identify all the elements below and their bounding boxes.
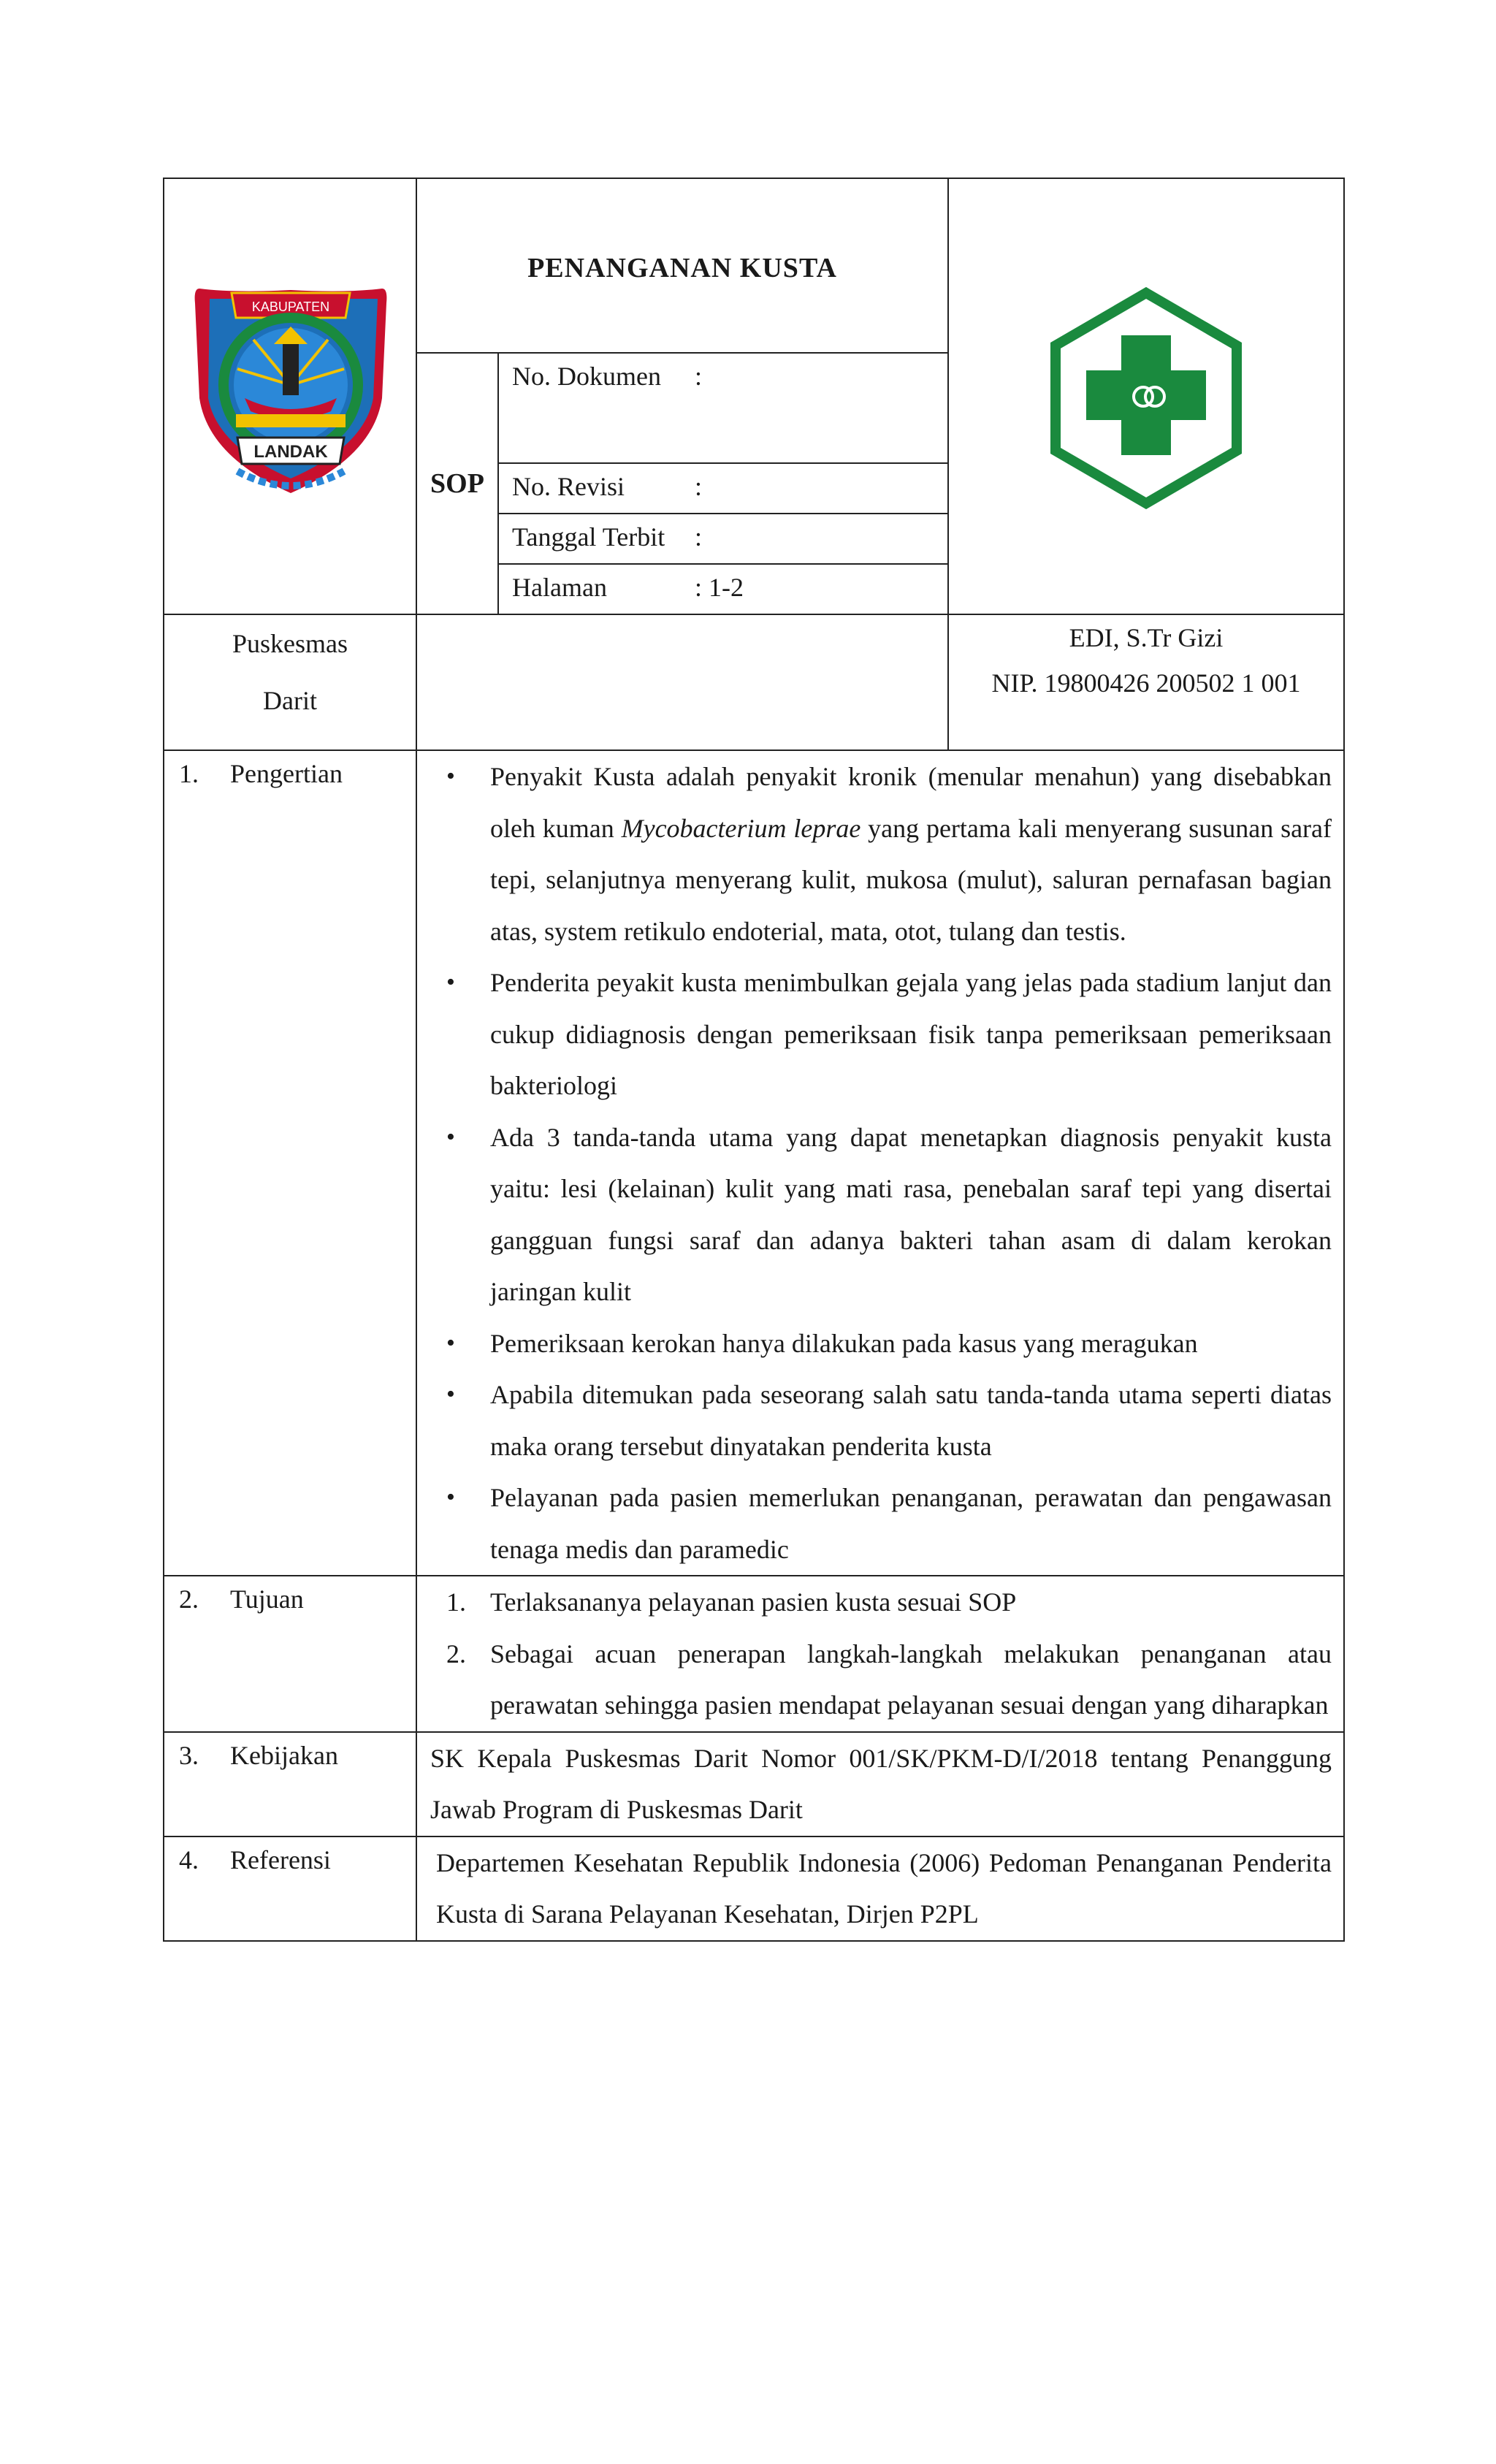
referensi-text: Departemen Kesehatan Republik Indonesia (2006) Pedoman Penanganan Penderita Kusta di Sarana Pelayanan Kesehatan, Dirjen P2PL xyxy=(436,1847,1332,1929)
pengertian-list xyxy=(417,751,1343,1575)
emblem-top-text: KABUPATEN xyxy=(251,300,330,314)
section-content-referensi xyxy=(416,1836,1344,1941)
sop-document xyxy=(163,178,1343,1942)
list-item: 1. Terlaksananya pelayanan pasien kusta sesuai SOP xyxy=(446,1587,1017,1617)
emblem-bottom-text: LANDAK xyxy=(253,442,328,462)
section-number: 1. xyxy=(179,759,199,788)
sop-label-cell xyxy=(416,353,498,614)
landak-regency-emblem-icon xyxy=(164,179,417,610)
list-item: • Apabila ditemukan pada seseorang salah satu tanda-tanda utama seperti diatas maka orang tersebut dinyatakan penderita kusta xyxy=(446,1369,1332,1472)
meta-label: Halaman xyxy=(512,573,607,602)
section-title: Pengertian xyxy=(230,759,343,788)
sop-label: SOP xyxy=(430,468,484,499)
meta-value: : 1-2 xyxy=(695,573,744,602)
meta-label: No. Dokumen xyxy=(512,362,661,391)
section-number: 3. xyxy=(179,1740,199,1770)
puskesmas-logo-icon xyxy=(949,179,1345,610)
list-item: • Ada 3 tanda-tanda utama yang dapat menetapkan diagnosis penyakit kusta yaitu: lesi (kelainan) kulit yang mati rasa, penebalan saraf tepi yang disertai gangguan fungsi saraf dan adanya bakteri tahan asam di dalam kerokan jaringan kulit xyxy=(446,1112,1332,1318)
document-title: PENANGANAN KUSTA xyxy=(527,253,837,283)
list-item: • Penyakit Kusta adalah penyakit kronik (menular menahun) yang disebabkan oleh kuman Mycobacterium leprae yang pertama kali menyerang susunan saraf tepi, selanjutnya menyerang kulit, mukosa (mulut), saluran pernafasan bagian atas, system retikulo endoterial, mata, otot, tulang dan testis. xyxy=(446,751,1332,957)
signer-cell xyxy=(948,614,1344,750)
meta-value: : xyxy=(695,522,703,552)
section-label-referensi xyxy=(164,1836,416,1941)
section-label-kebijakan xyxy=(164,1732,416,1836)
meta-label: No. Revisi xyxy=(512,472,625,501)
meta-label: Tanggal Terbit xyxy=(512,522,665,552)
list-item: • Penderita peyakit kusta menimbulkan gejala yang jelas pada stadium lanjut dan cukup didiagnosis dengan pemeriksaan fisik tanpa pemeriksaan pemeriksaan bakteriologi xyxy=(446,957,1332,1112)
meta-tanggal-terbit xyxy=(498,514,948,564)
organization-cell xyxy=(164,614,416,750)
org-line-2: Darit xyxy=(263,686,317,715)
meta-value: : xyxy=(695,362,703,391)
meta-no-revisi xyxy=(498,463,948,514)
section-title: Tujuan xyxy=(230,1584,304,1614)
sop-table xyxy=(163,178,1345,1942)
section-title: Kebijakan xyxy=(230,1740,338,1770)
meta-halaman xyxy=(498,564,948,614)
list-item: 2. Sebagai acuan penerapan langkah-langkah melakukan penanganan atau perawatan sehingga pasien mendapat pelayanan sesuai dengan yang diharapkan xyxy=(446,1639,1332,1720)
section-content-tujuan xyxy=(416,1576,1344,1732)
tujuan-list xyxy=(417,1576,1343,1731)
list-item: • Pemeriksaan kerokan hanya dilakukan pada kasus yang meragukan xyxy=(446,1318,1332,1370)
meta-value: : xyxy=(695,472,703,501)
section-label-pengertian xyxy=(164,750,416,1576)
title-cell xyxy=(416,178,948,353)
section-label-tujuan xyxy=(164,1576,416,1732)
org-line-1: Puskesmas xyxy=(232,629,348,658)
kebijakan-text: SK Kepala Puskesmas Darit Nomor 001/SK/PKM-D/I/2018 tentang Penanggung Jawab Program di Puskesmas Darit xyxy=(430,1743,1332,1824)
signer-name: EDI, S.Tr Gizi xyxy=(1069,623,1224,652)
puskesmas-logo-cell xyxy=(948,178,1344,614)
section-content-kebijakan xyxy=(416,1732,1344,1836)
signer-nip: NIP. 19800426 200502 1 001 xyxy=(991,668,1301,698)
section-content-pengertian xyxy=(416,750,1344,1576)
list-item: • Pelayanan pada pasien memerlukan penanganan, perawatan dan pengawasan tenaga medis dan paramedic xyxy=(446,1472,1332,1575)
blank-cell xyxy=(416,614,948,750)
section-title: Referensi xyxy=(230,1845,331,1874)
regency-logo-cell xyxy=(164,178,416,614)
section-number: 4. xyxy=(179,1845,199,1874)
section-number: 2. xyxy=(179,1584,199,1614)
meta-no-dokumen xyxy=(498,353,948,463)
